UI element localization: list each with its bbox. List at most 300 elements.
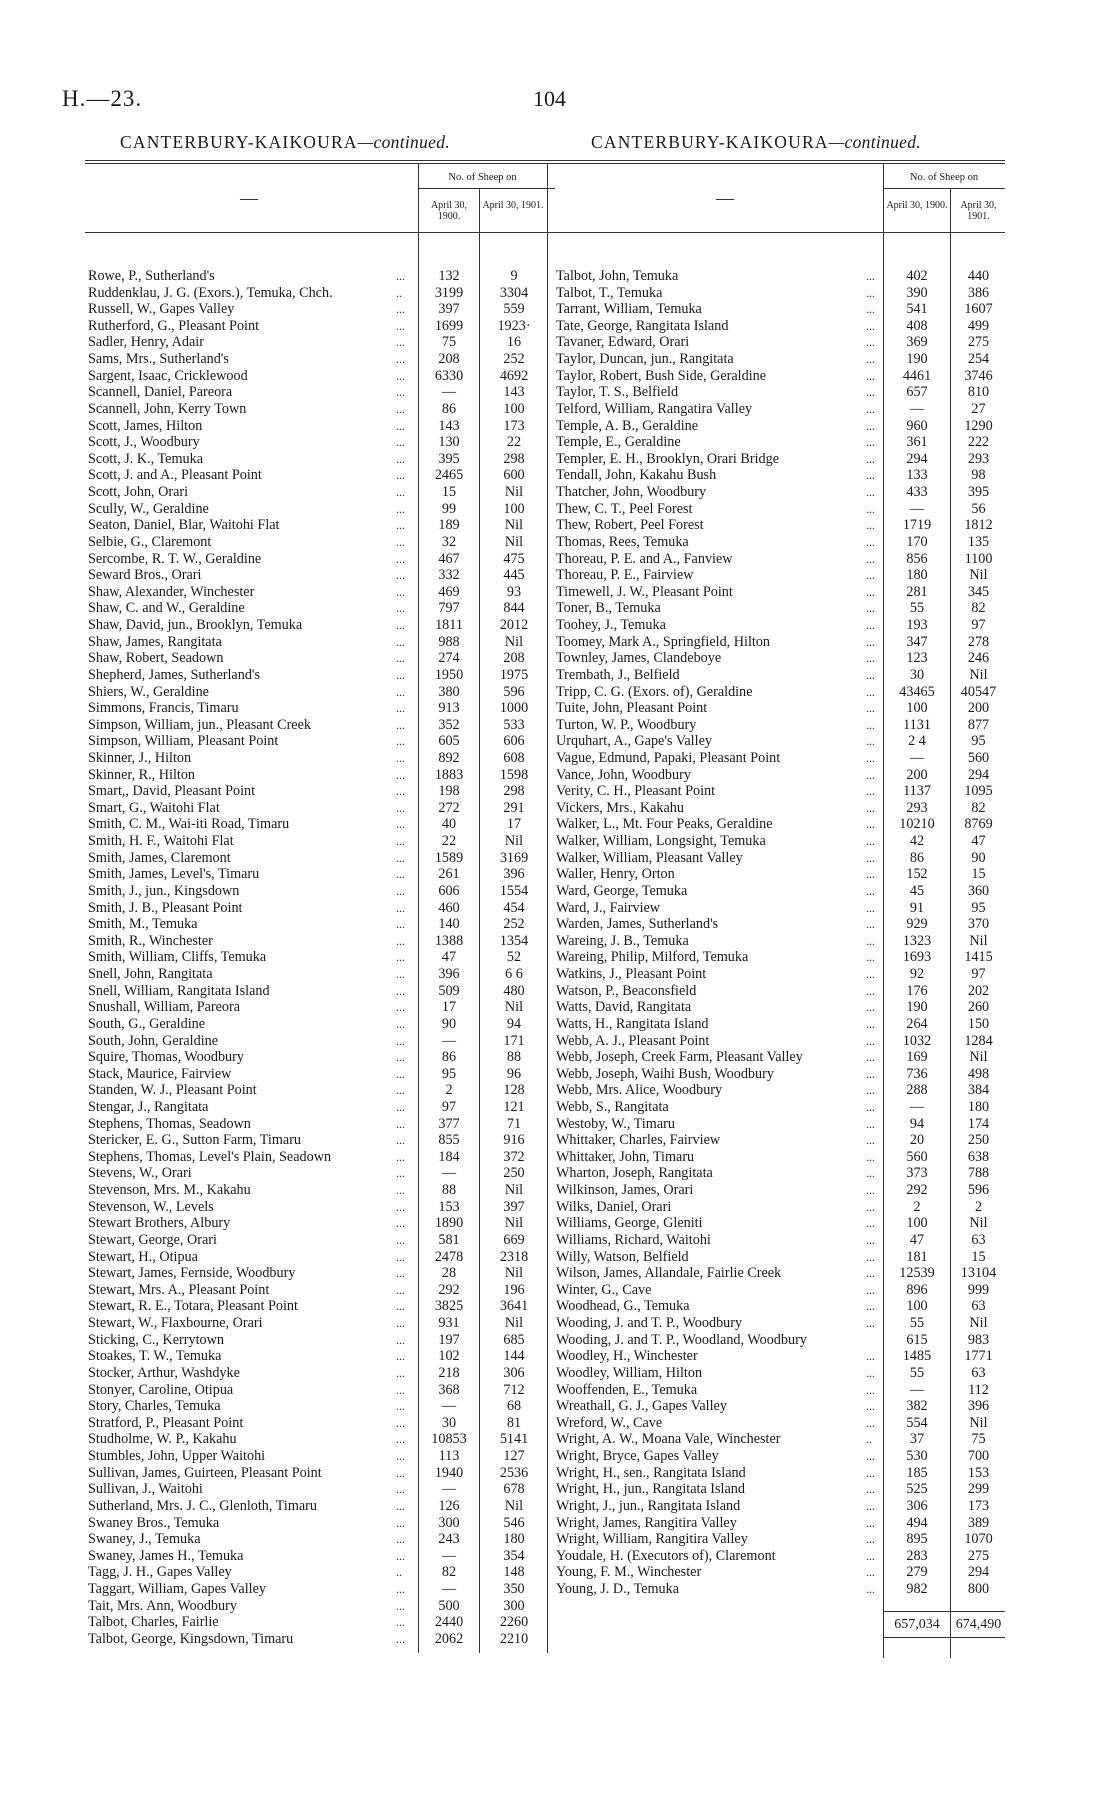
sheep-1900: 931: [438, 1315, 460, 1332]
owner-name: Smith, J., jun., Kingsdown: [88, 882, 240, 899]
owner-name: Vickers, Mrs., Kakahu: [556, 799, 684, 816]
owner-name: Stewart, Mrs. A., Pleasant Point: [88, 1281, 270, 1298]
left-section-title: CANTERBURY-KAIKOURA—continued.: [120, 132, 450, 152]
table-row: [88, 1581, 548, 1598]
sheep-1901: 638: [967, 1148, 990, 1165]
sheep-1901: 298: [503, 450, 525, 467]
owner-name: Simpson, William, jun., Pleasant Creek: [88, 716, 311, 733]
table-row: [556, 268, 1006, 285]
leader-dots: ...: [396, 318, 405, 333]
sheep-1900: 75: [441, 334, 457, 351]
rule: [85, 160, 555, 161]
leader-dots: ...: [396, 800, 405, 815]
leader-dots: ...: [396, 1100, 405, 1114]
sheep-1900: 97: [441, 1099, 457, 1115]
table-row: [88, 883, 548, 900]
owner-name: Turton, W. P., Woodbury: [556, 716, 697, 733]
table-row: [556, 1149, 1006, 1166]
sheep-1901: 9: [510, 268, 518, 284]
owner-name: Stratford, P., Pleasant Point: [88, 1414, 244, 1431]
table-row: [556, 1033, 1006, 1050]
table-row: [88, 733, 548, 750]
leader-dots: ...: [396, 1232, 405, 1247]
sheep-1900: 856: [906, 550, 928, 567]
leader-dots: ...: [396, 634, 405, 649]
table-row: [556, 617, 1006, 634]
leader-dots: ...: [396, 302, 405, 317]
table-row: [88, 900, 548, 917]
owner-name: Wooding, J. and T. P., Woodland, Woodbury: [556, 1331, 807, 1348]
leader-dots: ...: [866, 883, 875, 898]
sheep-1901: 788: [967, 1165, 990, 1182]
sheep-1901: Nil: [504, 1315, 524, 1332]
table-row: [556, 584, 1006, 601]
sheep-1901: 345: [967, 583, 990, 600]
owner-name: Swaney Bros., Temuka: [88, 1514, 220, 1531]
owner-name: Stevens, W., Orari: [88, 1165, 192, 1182]
table-row: [88, 949, 548, 966]
owner-name: Watts, David, Rangitata: [556, 999, 692, 1016]
leader-dots: ...: [866, 318, 875, 333]
owner-name: Webb, Joseph, Creek Farm, Pleasant Valley: [556, 1049, 803, 1066]
leader-dots: ...: [396, 1116, 405, 1131]
owner-name: Rowe, P., Sutherland's: [88, 268, 215, 284]
table-row: [556, 1215, 1006, 1232]
table-row: [556, 933, 1006, 950]
sheep-1901: 384: [967, 1082, 990, 1099]
leader-dots: ...: [396, 900, 405, 915]
leader-dots: ...: [866, 834, 875, 849]
sheep-1901: 2012: [499, 617, 529, 634]
leader-dots: ...: [866, 518, 875, 533]
sheep-1900: 541: [906, 301, 928, 318]
owner-name: Watts, H., Rangitata Island: [556, 1015, 709, 1032]
sheep-1901: Nil: [969, 1315, 988, 1332]
sheep-1901: 560: [967, 749, 990, 766]
sheep-1901: Nil: [969, 932, 988, 949]
owner-name: Townley, James, Clandeboye: [556, 650, 722, 667]
leader-dots: ...: [866, 1266, 875, 1281]
owner-name: Smart, G., Waitohi Flat: [88, 799, 220, 816]
sheep-1900: 185: [906, 1464, 928, 1481]
table-row: [88, 1232, 548, 1249]
sheep-1901: 180: [967, 1099, 990, 1115]
table-row: [88, 1365, 548, 1382]
owner-name: Youdale, H. (Executors of), Claremont: [556, 1547, 776, 1564]
sheep-1901: 153: [967, 1464, 990, 1481]
leader-dots: ...: [396, 435, 405, 450]
sheep-1900: 169: [906, 1049, 928, 1066]
sheep-1900: 88: [441, 1182, 457, 1199]
table-row: [88, 933, 548, 950]
sheep-1901: Nil: [969, 1215, 988, 1232]
sheep-1900: 469: [438, 583, 460, 600]
sheep-1901: 16: [506, 334, 522, 351]
table-row: [556, 717, 1006, 734]
table-row: [556, 1564, 1006, 1581]
leader-dots: ...: [866, 684, 875, 699]
owner-name: Watson, P., Beaconsfield: [556, 982, 697, 999]
table-row: [556, 1049, 1006, 1066]
leader-dots: ...: [866, 1548, 875, 1563]
sheep-1900: 17: [441, 999, 457, 1016]
sheep-1900: —: [441, 1580, 457, 1597]
sheep-1900: 20: [909, 1132, 925, 1149]
owner-name: Warden, James, Sutherland's: [556, 916, 719, 933]
leader-dots: ...: [396, 651, 405, 666]
leader-dots: ...: [866, 701, 875, 716]
table-row: [88, 916, 548, 933]
sheep-1900: —: [909, 500, 925, 517]
table-row: [88, 634, 548, 651]
table-row: [88, 1049, 548, 1066]
sheep-1901: 294: [967, 1564, 990, 1581]
sheep-1901: 2260: [499, 1614, 529, 1631]
sheep-1900: 509: [438, 982, 460, 999]
sheep-1901: 56: [971, 500, 986, 517]
sheep-1901: 1000: [499, 700, 529, 717]
sheep-1900: 657: [906, 384, 928, 401]
owner-name: Woodley, William, Hilton: [556, 1364, 703, 1381]
sheep-1900: 99: [441, 500, 457, 517]
table-row: [88, 318, 548, 335]
sheep-1900: —: [441, 1032, 457, 1049]
table-row: [556, 783, 1006, 800]
table-row: [88, 717, 548, 734]
sheep-1901: 17: [506, 816, 522, 833]
table-row: [556, 700, 1006, 717]
table-row: [88, 434, 548, 451]
sheep-1901: 306: [503, 1364, 525, 1381]
owner-name: Stumbles, John, Upper Waitohi: [88, 1448, 266, 1465]
leader-dots: ...: [866, 618, 875, 633]
sheep-1901: 82: [971, 799, 986, 816]
sheep-1901: 93: [506, 583, 522, 600]
sheep-1901: 499: [967, 317, 990, 334]
sheep-1900: 45: [909, 882, 925, 899]
sheep-1900: 560: [906, 1148, 928, 1165]
leader-dots: ...: [866, 784, 875, 799]
sheep-1900: 2062: [434, 1630, 464, 1647]
leader-dots: ...: [396, 1000, 405, 1015]
leader-dots: ...: [866, 534, 875, 549]
owner-name: Walker, L., Mt. Four Peaks, Geraldine: [556, 816, 773, 833]
sheep-1900: 123: [906, 650, 928, 667]
table-row: [556, 1365, 1006, 1382]
sheep-1900: 1719: [902, 517, 932, 534]
rule: [553, 160, 1005, 161]
leader-dots: ...: [396, 767, 405, 782]
sheep-1901: 148: [503, 1564, 525, 1581]
table-row: [556, 1016, 1006, 1033]
sheep-1901: Nil: [504, 1265, 524, 1282]
sheep-1901: 397: [503, 1198, 525, 1215]
sheep-1901: 95: [971, 899, 986, 916]
owner-name: Webb, S., Rangitata: [556, 1099, 669, 1115]
sheep-1901: Nil: [504, 633, 524, 650]
owner-name: Scott, J. and A., Pleasant Point: [88, 467, 262, 484]
owner-name: Watkins, J., Pleasant Point: [556, 966, 707, 983]
table-row: [88, 1165, 548, 1182]
sheep-1900: 2465: [434, 467, 464, 484]
table-row: [556, 1398, 1006, 1415]
leader-dots: ...: [866, 1033, 875, 1048]
sheep-1900: 960: [906, 417, 928, 434]
owner-name: Squire, Thomas, Woodbury: [88, 1049, 244, 1066]
sheep-1900: 3825: [434, 1298, 464, 1315]
table-row: [556, 634, 1006, 651]
table-row: [556, 600, 1006, 617]
sheep-1901: 1070: [964, 1531, 993, 1548]
leader-dots: ...: [396, 1249, 405, 1264]
leader-dots: ...: [866, 1000, 875, 1015]
leader-dots: ...: [396, 618, 405, 633]
sheep-1900: 264: [906, 1015, 928, 1032]
table-row: [88, 617, 548, 634]
sheep-1900: 190: [906, 999, 928, 1016]
owner-name: Tait, Mrs. Ann, Woodbury: [88, 1597, 237, 1614]
table-row: [88, 1498, 548, 1515]
sheep-1900: 1032: [902, 1032, 932, 1049]
sheep-1901: 222: [967, 434, 990, 451]
sheep-1900: 892: [438, 749, 460, 766]
sheep-1900: 1388: [434, 932, 464, 949]
sheep-1900: 3199: [434, 284, 464, 301]
table-row: [556, 1448, 1006, 1465]
sheep-1901: Nil: [504, 833, 524, 850]
leader-dots: ...: [396, 883, 405, 898]
owner-name: Stewart, R. E., Totara, Pleasant Point: [88, 1298, 298, 1315]
table-row: [556, 1066, 1006, 1083]
table-row: [556, 949, 1006, 966]
sheep-1900: 300: [438, 1514, 460, 1531]
owner-name: Tuite, John, Pleasant Point: [556, 700, 708, 717]
sheep-1900: 37: [909, 1431, 925, 1448]
leader-dots: ...: [396, 485, 405, 500]
sheep-1901: 559: [503, 301, 525, 318]
leader-dots: ...: [396, 1282, 405, 1297]
rule: [85, 232, 555, 233]
leader-dots: ...: [866, 634, 875, 649]
owner-name: Ward, J., Fairview: [556, 899, 661, 916]
owner-name: Stack, Maurice, Fairview: [88, 1065, 232, 1082]
leader-dots: ...: [866, 850, 875, 865]
rule: [883, 188, 1005, 189]
table-row: [88, 667, 548, 684]
sheep-1900: 193: [906, 617, 928, 634]
sheep-1900: 368: [438, 1381, 460, 1398]
owner-name: Wharton, Joseph, Rangitata: [556, 1165, 713, 1182]
leader-dots: ...: [396, 418, 405, 433]
owner-name: Wright, James, Rangitira Valley: [556, 1514, 737, 1531]
leader-dots: ...: [866, 1166, 875, 1181]
table-row: [556, 767, 1006, 784]
owner-name: Sargent, Isaac, Cricklewood: [88, 367, 248, 384]
owner-name: Wareing, J. B., Temuka: [556, 932, 689, 949]
owner-name: Timewell, J. W., Pleasant Point: [556, 583, 733, 600]
owner-name: Ruddenklau, J. G. (Exors.), Temuka, Chch.: [88, 284, 333, 301]
owner-name: Scott, James, Hilton: [88, 417, 203, 434]
sheep-1901: 844: [503, 600, 525, 617]
owner-name: Smith, H. F., Waitohi Flat: [88, 833, 234, 850]
table-row: [88, 1398, 548, 1415]
leader-dots: ...: [866, 1365, 875, 1380]
sheep-1900: 1137: [903, 783, 931, 800]
sheep-1901: 475: [503, 550, 525, 567]
owner-name: Simpson, William, Pleasant Point: [88, 733, 279, 750]
owner-name: Sullivan, J., Waitohi: [88, 1481, 203, 1498]
leader-dots: ...: [396, 269, 405, 283]
sheep-1900: 91: [909, 899, 925, 916]
owner-name: Whittaker, John, Timaru: [556, 1148, 695, 1165]
table-row: [88, 800, 548, 817]
sheep-1901: 1923·: [497, 317, 531, 334]
sheep-1901: 395: [967, 484, 990, 501]
leader-dots: ...: [866, 302, 875, 317]
leader-dots: ..: [396, 1565, 402, 1580]
sheep-1900: 55: [909, 1364, 925, 1381]
table-row: [556, 1515, 1006, 1532]
leader-dots: ...: [396, 335, 405, 350]
owner-name: Talbot, George, Kingsdown, Timaru: [88, 1630, 294, 1647]
sheep-1901: 8769: [964, 816, 993, 833]
sheep-1901: Nil: [504, 1215, 524, 1232]
sheep-1900: —: [441, 384, 457, 401]
right-section-title: CANTERBURY-KAIKOURA—continued.: [591, 132, 921, 152]
leader-dots: ...: [866, 933, 875, 948]
owner-name: Sullivan, James, Guirteen, Pleasant Point: [88, 1464, 322, 1481]
table-row: [88, 983, 548, 1000]
sheep-1901: 88: [506, 1049, 522, 1066]
sheep-1900: 1699: [434, 317, 464, 334]
table-row: [88, 1415, 548, 1432]
owner-name: Scully, W., Geraldine: [88, 500, 209, 517]
leader-dots: ...: [396, 501, 405, 516]
table-row: [88, 600, 548, 617]
sheep-1900: 369: [906, 334, 928, 351]
table-row: [556, 1332, 1006, 1349]
leader-dots: ...: [396, 352, 405, 367]
table-row: [556, 384, 1006, 401]
leader-dots: ...: [866, 1581, 875, 1596]
sheep-1900: 1131: [903, 716, 931, 733]
owner-name: Templer, E. H., Brooklyn, Orari Bridge: [556, 450, 780, 467]
sheep-1900: 130: [438, 434, 460, 451]
table-row: [556, 1382, 1006, 1399]
owner-name: Seward Bros., Orari: [88, 567, 202, 584]
sheep-1901: 275: [967, 1547, 990, 1564]
sheep-1900: 100: [906, 700, 928, 717]
sheep-1901: 440: [967, 268, 990, 284]
owner-name: Temple, E., Geraldine: [556, 434, 681, 451]
table-row: [88, 418, 548, 435]
sheep-1900: 42: [909, 833, 925, 850]
sheep-1900: 55: [909, 1315, 925, 1332]
owner-name: Stephens, Thomas, Level's Plain, Seadown: [88, 1148, 332, 1165]
leader-dots: ...: [396, 967, 405, 982]
sheep-1900: 218: [438, 1364, 460, 1381]
sheep-1901: 208: [503, 650, 525, 667]
leader-dots: ...: [866, 401, 875, 416]
table-row: [88, 534, 548, 551]
owner-name: Sticking, C., Kerrytown: [88, 1331, 224, 1348]
sheep-1900: 525: [906, 1481, 928, 1498]
leader-dots: ...: [866, 1399, 875, 1414]
sheep-1901: 260: [967, 999, 990, 1016]
owner-name: Scott, John, Orari: [88, 484, 189, 501]
table-row: [88, 1249, 548, 1266]
leader-dots: ...: [396, 584, 405, 599]
table-row: [88, 850, 548, 867]
leader-dots: ...: [396, 950, 405, 965]
sheep-1901: 389: [967, 1514, 990, 1531]
table-row: [88, 1382, 548, 1399]
rule: [85, 163, 555, 164]
leader-dots: ...: [866, 1083, 875, 1098]
leader-dots: ...: [866, 1482, 875, 1497]
table-row: [556, 551, 1006, 568]
leader-dots: ...: [396, 1083, 405, 1098]
sheep-1900: 4461: [902, 367, 932, 384]
owner-name: Talbot, John, Temuka: [556, 268, 679, 284]
sheep-1901: 63: [971, 1364, 986, 1381]
sheep-1900: 30: [909, 666, 925, 683]
sheep-1901: 1598: [499, 766, 529, 783]
sheep-1901: 810: [967, 384, 990, 401]
sheep-1900: 180: [906, 567, 928, 584]
sheep-1900: 86: [441, 400, 457, 417]
sheep-1901: 1771: [964, 1348, 993, 1365]
sheep-1901: 150: [967, 1015, 990, 1032]
leader-dots: ...: [396, 1183, 405, 1198]
table-row: [556, 1116, 1006, 1133]
table-row: [556, 467, 1006, 484]
rule: [553, 163, 1005, 164]
sheep-1900: 100: [906, 1298, 928, 1315]
sheep-1901: 1415: [964, 949, 993, 966]
table-row: [556, 916, 1006, 933]
sheep-1900: 390: [906, 284, 928, 301]
sheep-1901: 712: [503, 1381, 525, 1398]
table-row: [88, 866, 548, 883]
leader-dots: ..: [866, 1432, 872, 1447]
sheep-1900: 292: [438, 1281, 460, 1298]
sheep-1900: 397: [438, 301, 460, 318]
table-row: [556, 534, 1006, 551]
owner-name: Thoreau, P. E., Fairview: [556, 567, 694, 584]
table-row: [88, 1614, 548, 1631]
leader-dots: ...: [396, 1598, 405, 1613]
sheep-1901: 97: [971, 617, 986, 634]
sheep-1900: —: [441, 1481, 457, 1498]
document-id: H.—23.: [62, 86, 143, 111]
leader-dots: ...: [866, 385, 875, 400]
sheep-1900: 373: [906, 1165, 928, 1182]
sheep-1901: 700: [967, 1448, 990, 1465]
column-header: No. of Sheep on: [448, 172, 517, 183]
sheep-1901: 63: [971, 1231, 986, 1248]
sheep-1901: 1554: [499, 882, 529, 899]
owner-name: Winter, G., Cave: [556, 1281, 652, 1298]
leader-dots: ...: [866, 867, 875, 882]
leader-dots: ...: [866, 750, 875, 765]
sheep-1901: 100: [503, 400, 525, 417]
sheep-1900: 43465: [899, 683, 935, 700]
owner-name: Shaw, David, jun., Brooklyn, Temuka: [88, 617, 303, 634]
sheep-1901: 173: [503, 417, 525, 434]
sheep-1901: 293: [967, 450, 990, 467]
sheep-1901: 1975: [499, 666, 529, 683]
